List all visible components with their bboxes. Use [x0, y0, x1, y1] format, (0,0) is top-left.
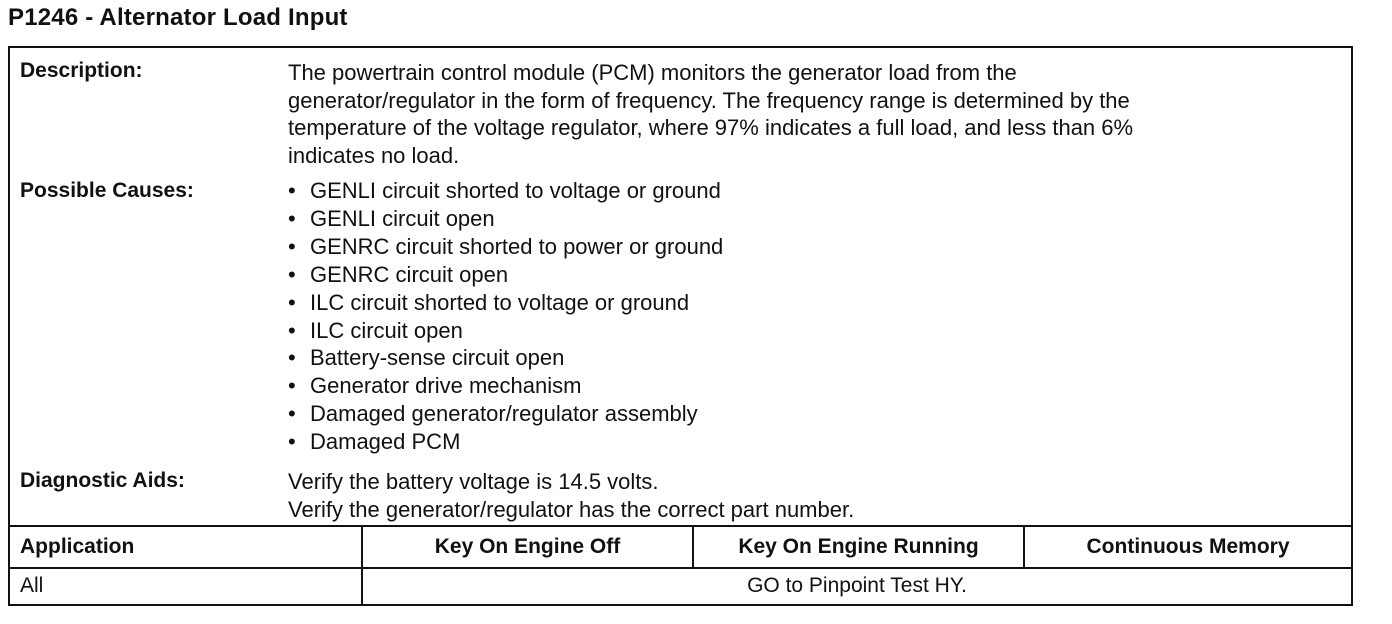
- cause-item: • GENRC circuit open: [288, 261, 723, 289]
- cause-item: • Generator drive mechanism: [288, 372, 723, 400]
- diagnostic-table: [8, 46, 1353, 606]
- description-line: The powertrain control module (PCM) monitors the generator load from the: [288, 60, 1017, 85]
- diagnostic-aids-text: [288, 468, 854, 523]
- cause-item: • Damaged PCM: [288, 428, 723, 456]
- cause-item: • ILC circuit shorted to voltage or ground: [288, 289, 723, 317]
- description-text: [288, 59, 1133, 169]
- possible-causes-label: Possible Causes:: [20, 179, 194, 202]
- cause-item: • GENRC circuit shorted to power or ground: [288, 233, 723, 261]
- page-title: P1246 - Alternator Load Input: [8, 4, 348, 31]
- cause-item: • GENLI circuit open: [288, 205, 723, 233]
- application-cell: All: [20, 574, 44, 597]
- description-line: temperature of the voltage regulator, where 97% indicates a full load, and less than 6%: [288, 115, 1134, 140]
- description-line: generator/regulator in the form of frequency. The frequency range is determined by the: [288, 87, 1130, 113]
- table-divider: [10, 525, 1351, 527]
- koeo-header: Key On Engine Off: [434, 535, 621, 558]
- diagnostic-aids-label: Diagnostic Aids:: [20, 469, 185, 492]
- cause-item: • Damaged generator/regulator assembly: [288, 400, 723, 428]
- cause-item: • Battery-sense circuit open: [288, 344, 723, 372]
- description-line: indicates no load.: [288, 142, 460, 168]
- diagnostic-aid-line: Verify the battery voltage is 14.5 volts.: [288, 469, 659, 494]
- description-label: Description:: [20, 59, 143, 82]
- table-divider: [10, 567, 1351, 569]
- cause-item: • GENLI circuit shorted to voltage or ground: [288, 177, 723, 205]
- diagnostic-aid-line: Verify the generator/regulator has the correct part number.: [288, 496, 855, 522]
- cause-item: • ILC circuit open: [288, 317, 723, 345]
- possible-causes-list: [288, 177, 723, 456]
- pinpoint-test-cell: GO to Pinpoint Test HY.: [747, 574, 967, 597]
- continuous-memory-header: Continuous Memory: [1086, 535, 1290, 558]
- application-header: Application: [20, 535, 135, 558]
- koer-header: Key On Engine Running: [738, 535, 979, 558]
